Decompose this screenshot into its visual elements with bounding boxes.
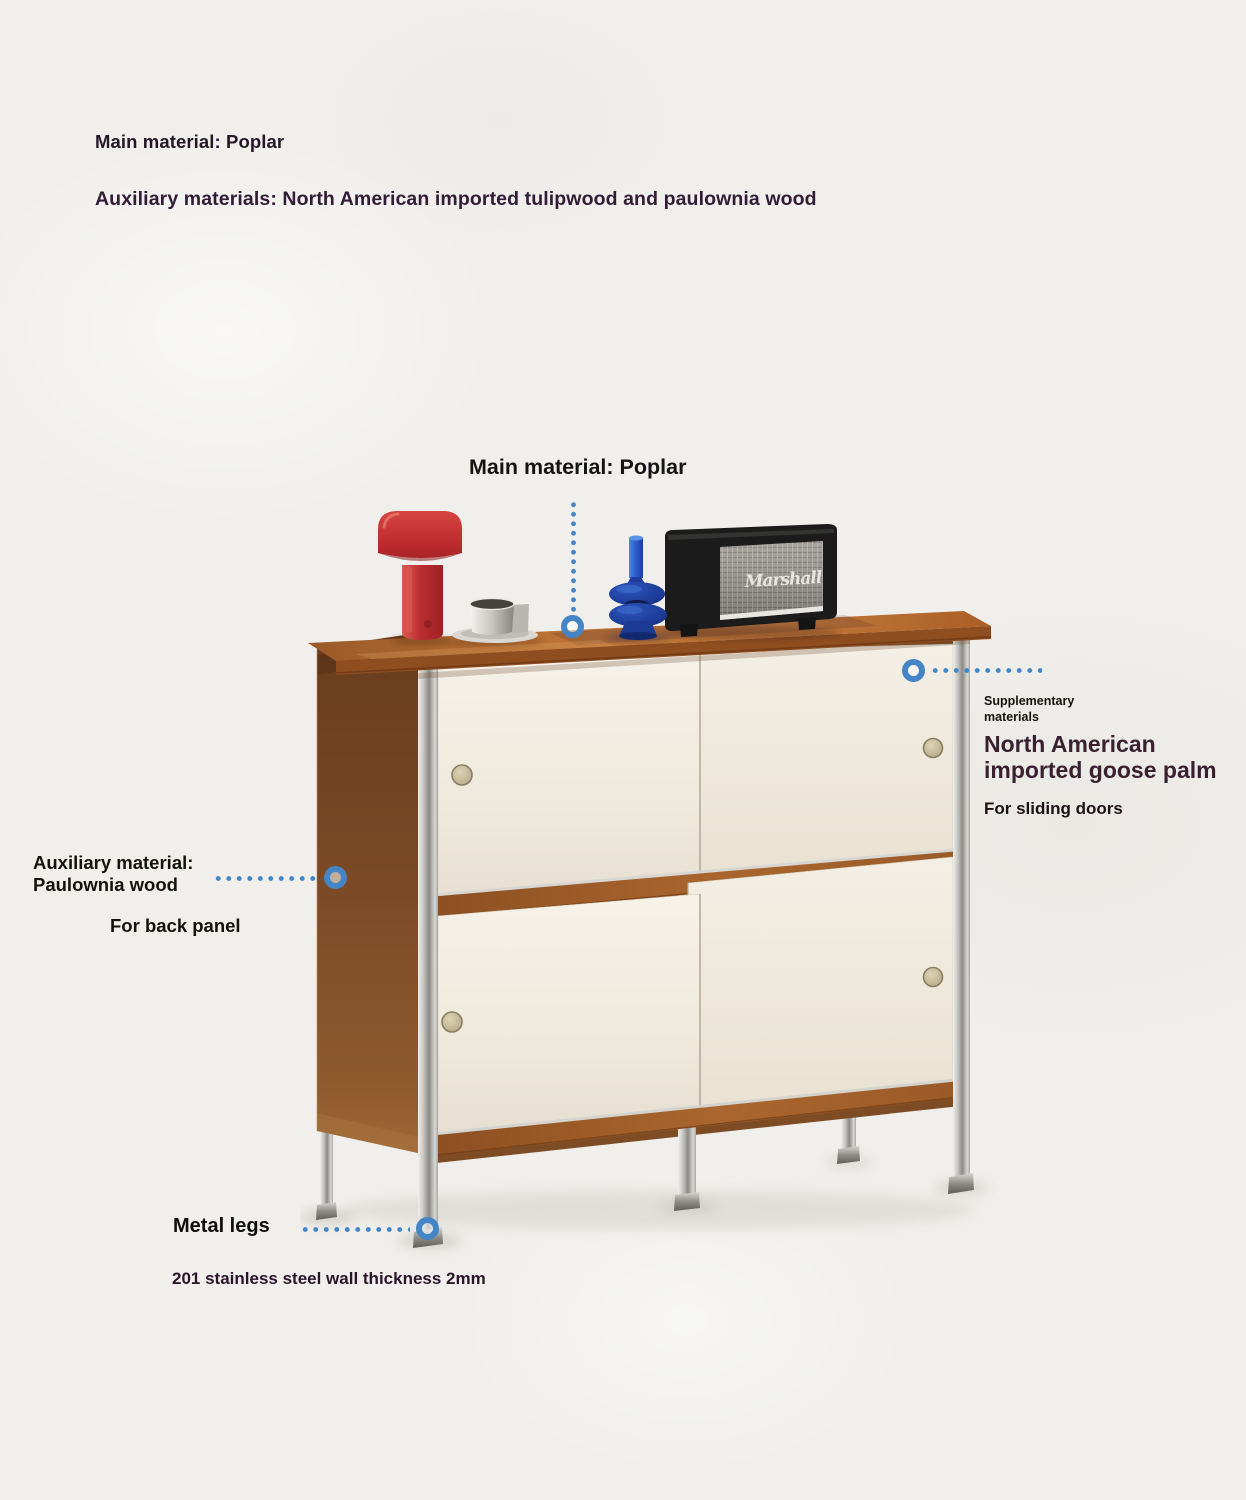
cabinet-photo (300, 505, 1000, 1295)
sliding-door-top-left (438, 654, 700, 912)
sliding-door-bottom-right (688, 857, 953, 1115)
metal-cup-and-saucer (450, 599, 542, 648)
callout-main-material-label: Main material: Poplar (469, 455, 687, 479)
callout-ring-icon (324, 866, 347, 889)
red-mushroom-lamp (378, 511, 462, 646)
callout-auxiliary-note: For back panel (110, 915, 241, 936)
metal-leg-front-right (953, 631, 970, 1181)
dotted-leader-legs (300, 1227, 410, 1232)
callout-ring-icon (416, 1217, 439, 1240)
callout-supplementary-note: For sliding doors (984, 799, 1123, 818)
floor-shadow (300, 1158, 990, 1247)
dotted-leader-right (930, 668, 1042, 673)
door-finger-hole (924, 968, 943, 987)
sliding-door-bottom-left (438, 894, 700, 1141)
callout-metal-legs-note: 201 stainless steel wall thickness 2mm (172, 1269, 486, 1288)
speaker (664, 524, 840, 640)
door-finger-hole (924, 739, 943, 758)
dotted-leader-vertical (571, 500, 576, 612)
speaker-logo: Marshall (744, 568, 822, 592)
callout-auxiliary-label: Auxiliary material: Paulownia wood (33, 852, 194, 896)
dotted-leader-left (213, 876, 321, 881)
door-finger-hole (452, 765, 472, 785)
callout-metal-legs-label: Metal legs (173, 1215, 270, 1237)
callout-supplementary-eyebrow: Supplementary materials (984, 694, 1075, 725)
cabinet-side-panel (317, 633, 418, 1153)
header-main-material: Main material: Poplar (95, 131, 285, 152)
cabinet-center-foot (674, 1192, 700, 1211)
callout-supplementary-title: North American imported goose palm (984, 731, 1217, 783)
header-auxiliary-materials: Auxiliary materials: North American imported tulipwood and paulownia wood (95, 188, 817, 210)
callout-ring-icon (561, 615, 584, 638)
door-finger-hole (442, 1012, 462, 1032)
callout-ring-icon (902, 659, 925, 682)
metal-leg-front-left (418, 655, 438, 1238)
